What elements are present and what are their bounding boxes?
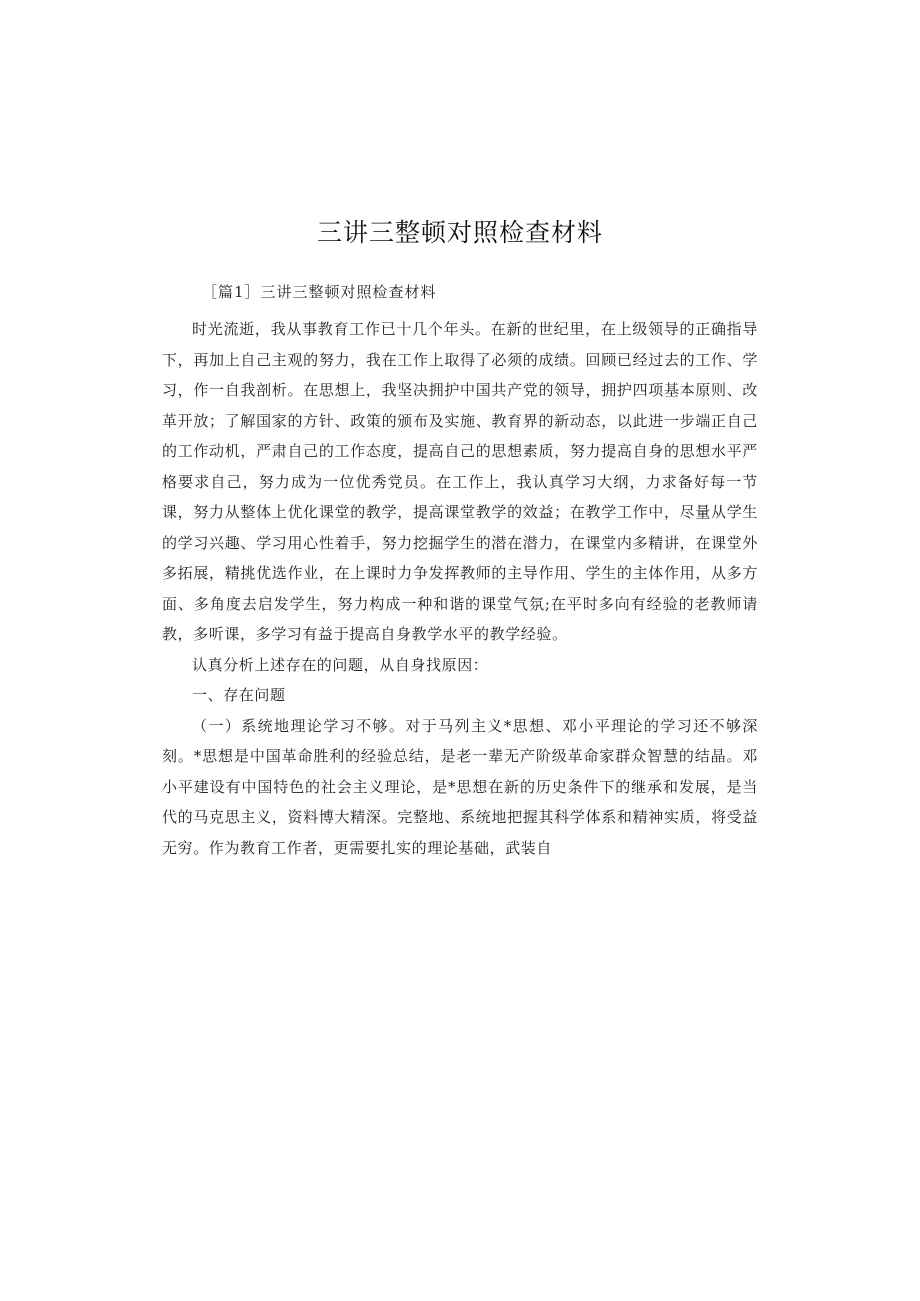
document-body [162,314,758,863]
paragraph-problems-heading: 一、存在问题 [192,686,286,704]
paragraph-theory-study: （一）系统地理论学习不够。对于马列主义*思想、邓小平理论的学习还不够深刻。*思想是中国革命胜利的经验总结，是老一辈无产阶级革命家群众智慧的结晶。邓小平建设有中国特色的社会主义理论，是*思想在新的历史条件下的继承和发展，是当代的马克思主义，资料博大精深。完整地、系统地把握其科学体系和精神实质，将受益无穷。作为教育工作者，更需要扎实的理论基础，武装自 [162,716,758,857]
paragraph-intro: 时光流逝，我从事教育工作已十几个年头。在新的世纪里，在上级领导的正确指导下，再加上自己主观的努力，我在工作上取得了必须的成绩。回顾已经过去的工作、学习，作一自我剖析。在思想上，我坚决拥护中国共产党的领导，拥护四项基本原则、改革开放；了解国家的方针、政策的颁布及实施、教育界的新动态，以此进一步端正自己的工作动机，严肃自己的工作态度，提高自己的思想素质，努力提高自身的思想水平严格要求自己，努力成为一位优秀党员。在工作上，我认真学习大纲，力求备好每一节课，努力从整体上优化课堂的教学，提高课堂教学的效益；在教学工作中，尽量从学生的学习兴趣、学习用心性着手，努力挖掘学生的潜在潜力，在课堂内多精讲，在课堂外多拓展，精挑优选作业，在上课时力争发挥教师的主导作用、学生的主体作用，从多方面、多角度去启发学生，努力构成一种和谐的课堂气氛;在平时多向有经验的老教师请教，多听课，多学习有益于提高自身教学水平的教学经验。 [162,320,758,643]
section-heading: ［篇1］三讲三整顿对照检查材料 [202,283,437,301]
document-title: 三讲三整顿对照检查材料 [316,218,603,247]
paragraph-analysis: 认真分析上述存在的问题，从自身找原因： [192,655,489,674]
